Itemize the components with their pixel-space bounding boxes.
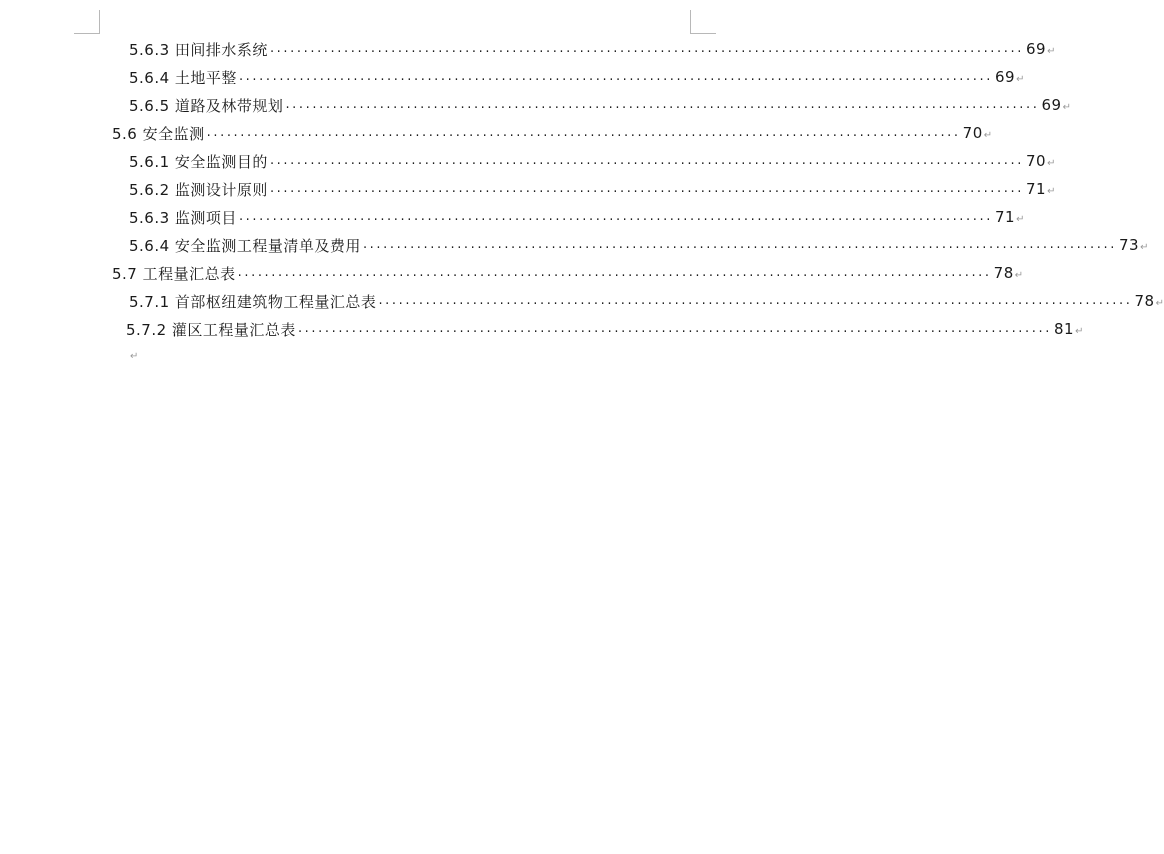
toc-entry[interactable] [112,119,993,147]
toc-entry-label: 5.6.2 监测设计原则 [129,180,268,199]
paragraph-mark-icon: ↵ [1014,269,1024,281]
toc-entry-page: 70 [1025,152,1047,170]
toc-entry-page: 78 [993,264,1014,282]
toc-entry-page: 69 [1025,40,1047,58]
paragraph-mark-icon: ↵ [130,351,139,362]
dot-leader: ................................................................................................................ [206,125,961,140]
toc-entry[interactable] [129,203,1025,231]
paragraph-mark-icon: ↵ [1062,101,1072,113]
paragraph-mark-icon: ↵ [1047,45,1056,57]
dot-leader: ................................................................................................................ [238,69,993,84]
toc-entry[interactable] [129,175,1056,203]
toc-entry[interactable] [129,147,1056,175]
paragraph-mark-icon: ↵ [1075,325,1084,337]
toc-entry[interactable] [129,35,1056,63]
toc-entry[interactable] [126,315,1084,343]
toc-entry-label: 5.6.4 安全监测工程量清单及费用 [129,236,361,255]
toc-entry-label: 5.6.3 监测项目 [129,208,237,227]
toc-entry-label: 5.7.2 灌区工程量汇总表 [126,320,296,339]
crop-mark-top-left [74,33,100,34]
toc-entry-label: 5.6 安全监测 [112,124,205,143]
dot-leader: ................................................................................................................ [269,181,1024,196]
paragraph-mark-icon: ↵ [1047,157,1056,169]
toc-entry-page: 69 [1041,96,1062,114]
toc-entry-page: 70 [962,124,983,142]
crop-mark-top-right [690,10,691,34]
paragraph-mark-icon: ↵ [1016,213,1025,225]
dot-leader: ................................................................................................................ [362,237,1117,252]
dot-leader: ................................................................................................................ [269,153,1024,168]
toc-entry[interactable] [129,63,1025,91]
toc-entry-label: 5.6.3 田间排水系统 [129,40,268,59]
paragraph-mark-icon: ↵ [1155,297,1164,309]
toc-entry[interactable] [129,231,1149,259]
toc-entry-page: 81 [1053,320,1075,338]
paragraph-mark-icon: ↵ [983,129,993,141]
dot-leader: ................................................................................................................ [237,265,992,280]
paragraph-mark-icon: ↵ [1140,241,1149,253]
toc-entry-page: 71 [1025,180,1047,198]
toc-entry-page: 73 [1118,236,1140,254]
toc-entry-label: 5.6.5 道路及林带规划 [129,96,284,115]
dot-leader: ................................................................................................................ [269,41,1024,56]
dot-leader: ................................................................................................................ [297,321,1052,336]
toc-entry-label: 5.7.1 首部枢纽建筑物工程量汇总表 [129,292,377,311]
toc-entry-page: 69 [994,68,1016,86]
crop-mark-top-right [690,33,716,34]
dot-leader: ................................................................................................................ [378,293,1133,308]
paragraph-mark-icon: ↵ [1047,185,1056,197]
toc-entry[interactable] [129,287,1164,315]
toc-entry-page: 71 [994,208,1016,226]
toc-entry-page: 78 [1134,292,1155,310]
dot-leader: ................................................................................................................ [285,97,1040,112]
toc-entry-label: 5.6.1 安全监测目的 [129,152,268,171]
toc-entry-label: 5.7 工程量汇总表 [112,264,236,283]
dot-leader: ................................................................................................................ [238,209,993,224]
toc-entry-label: 5.6.4 土地平整 [129,68,237,87]
toc-entry[interactable] [129,91,1072,119]
paragraph-mark-icon: ↵ [1016,73,1025,85]
toc-entry[interactable] [112,259,1024,287]
crop-mark-top-left [99,10,100,34]
